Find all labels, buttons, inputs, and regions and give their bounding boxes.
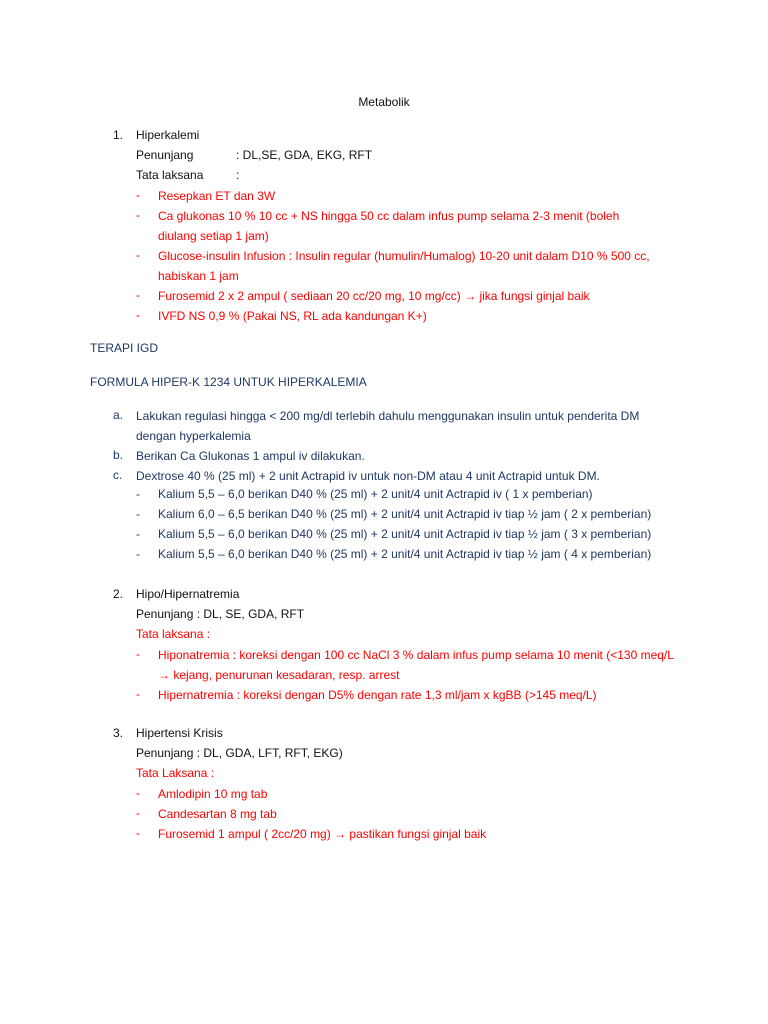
list-item: Hipernatremia : koreksi dengan D5% dengan rate 1,3 ml/jam x kgBB (>145 meq/L) — [158, 688, 597, 702]
list-item: Glucose-insulin Infusion : Insulin regular (humulin/Humalog) 10-20 unit dalam D10 % 500 cc, habiskan 1 jam — [158, 249, 650, 283]
bullet-dash: - — [136, 188, 140, 202]
bullet-dash: - — [136, 826, 140, 840]
bullet-dash: - — [136, 487, 140, 501]
bullet-dash: - — [136, 547, 140, 561]
list-item: Furosemid 1 ampul ( 2cc/20 mg) → pastikan fungsi ginjal baik — [158, 827, 487, 841]
list-item: Dextrose 40 % (25 ml) + 2 unit Actrapid iv untuk non-DM atau 4 unit Actrapid untuk DM. — [136, 469, 600, 483]
tata-colon: : — [236, 168, 240, 182]
tata-laksana-line: Tata Laksana : — [136, 766, 215, 780]
penunjang-line: Penunjang : DL, SE, GDA, RFT — [136, 607, 305, 621]
bullet-dash: - — [136, 288, 140, 302]
penunjang-line: Penunjang : DL, GDA, LFT, RFT, EKG) — [136, 746, 343, 760]
list-item: Kalium 5,5 – 6,0 berikan D40 % (25 ml) + 2 unit/4 unit Actrapid iv tiap ½ jam ( 3 x pemberian) — [158, 527, 652, 541]
list-item: Ca glukonas 10 % 10 cc + NS hingga 50 cc dalam infus pump selama 2-3 menit (boleh diulang setiap 1 jam) — [158, 209, 620, 243]
bullet-dash: - — [136, 786, 140, 800]
section-number: 2. — [113, 587, 124, 601]
list-item: Kalium 5,5 – 6,0 berikan D40 % (25 ml) + 2 unit/4 unit Actrapid iv ( 1 x pemberian) — [158, 487, 593, 501]
section-heading: Hiperkalemi — [136, 128, 200, 142]
tata-laksana-line: Tata laksana : — [136, 627, 211, 641]
list-item: IVFD NS 0,9 % (Pakai NS, RL ada kandungan K+) — [158, 309, 427, 323]
section-heading: Hipo/Hipernatremia — [136, 587, 240, 601]
list-item: Kalium 6,0 – 6,5 berikan D40 % (25 ml) + 2 unit/4 unit Actrapid iv tiap ½ jam ( 2 x pemberian) — [158, 507, 652, 521]
bullet-dash: - — [136, 806, 140, 820]
list-item: Hiponatremia : koreksi dengan 100 cc NaCl 3 % dalam infus pump selama 10 menit (<130 meq/L → kejang, penurunan kesadaran, resp. arrest — [158, 648, 674, 682]
bullet-dash: - — [136, 687, 140, 701]
terapi-igd-heading: TERAPI IGD — [90, 341, 159, 355]
bullet-dash: - — [136, 507, 140, 521]
bullet-dash: - — [136, 308, 140, 322]
list-item: Lakukan regulasi hingga < 200 mg/dl terlebih dahulu menggunakan insulin untuk penderita DM dengan hyperkalemia — [136, 409, 640, 443]
section-number: 3. — [113, 726, 124, 740]
list-item: Resepkan ET dan 3W — [158, 189, 276, 203]
section-heading: Hipertensi Krisis — [136, 726, 223, 740]
penunjang-line — [136, 148, 372, 162]
list-letter: a. — [113, 408, 124, 422]
list-letter: b. — [113, 448, 124, 462]
formula-heading: FORMULA HIPER-K 1234 UNTUK HIPERKALEMIA — [90, 375, 367, 389]
penunjang-value: : DL,SE, GDA, EKG, RFT — [236, 148, 373, 162]
list-item: Kalium 5,5 – 6,0 berikan D40 % (25 ml) + 2 unit/4 unit Actrapid iv tiap ½ jam ( 4 x pemberian) — [158, 547, 652, 561]
bullet-dash: - — [136, 248, 140, 262]
bullet-dash: - — [136, 208, 140, 222]
tata-laksana-line — [136, 168, 239, 182]
list-item: Furosemid 2 x 2 ampul ( sediaan 20 cc/20 mg, 10 mg/cc) → jika fungsi ginjal baik — [158, 289, 590, 303]
bullet-dash: - — [136, 527, 140, 541]
page-title: Metabolik — [358, 95, 410, 109]
bullet-dash: - — [136, 647, 140, 661]
tata-label: Tata laksana — [136, 168, 204, 182]
section-number: 1. — [113, 128, 124, 142]
list-item: Candesartan 8 mg tab — [158, 807, 277, 821]
list-item: Berikan Ca Glukonas 1 ampul iv dilakukan. — [136, 449, 365, 463]
list-item: Amlodipin 10 mg tab — [158, 787, 268, 801]
list-letter: c. — [113, 468, 123, 482]
penunjang-label: Penunjang — [136, 148, 194, 162]
